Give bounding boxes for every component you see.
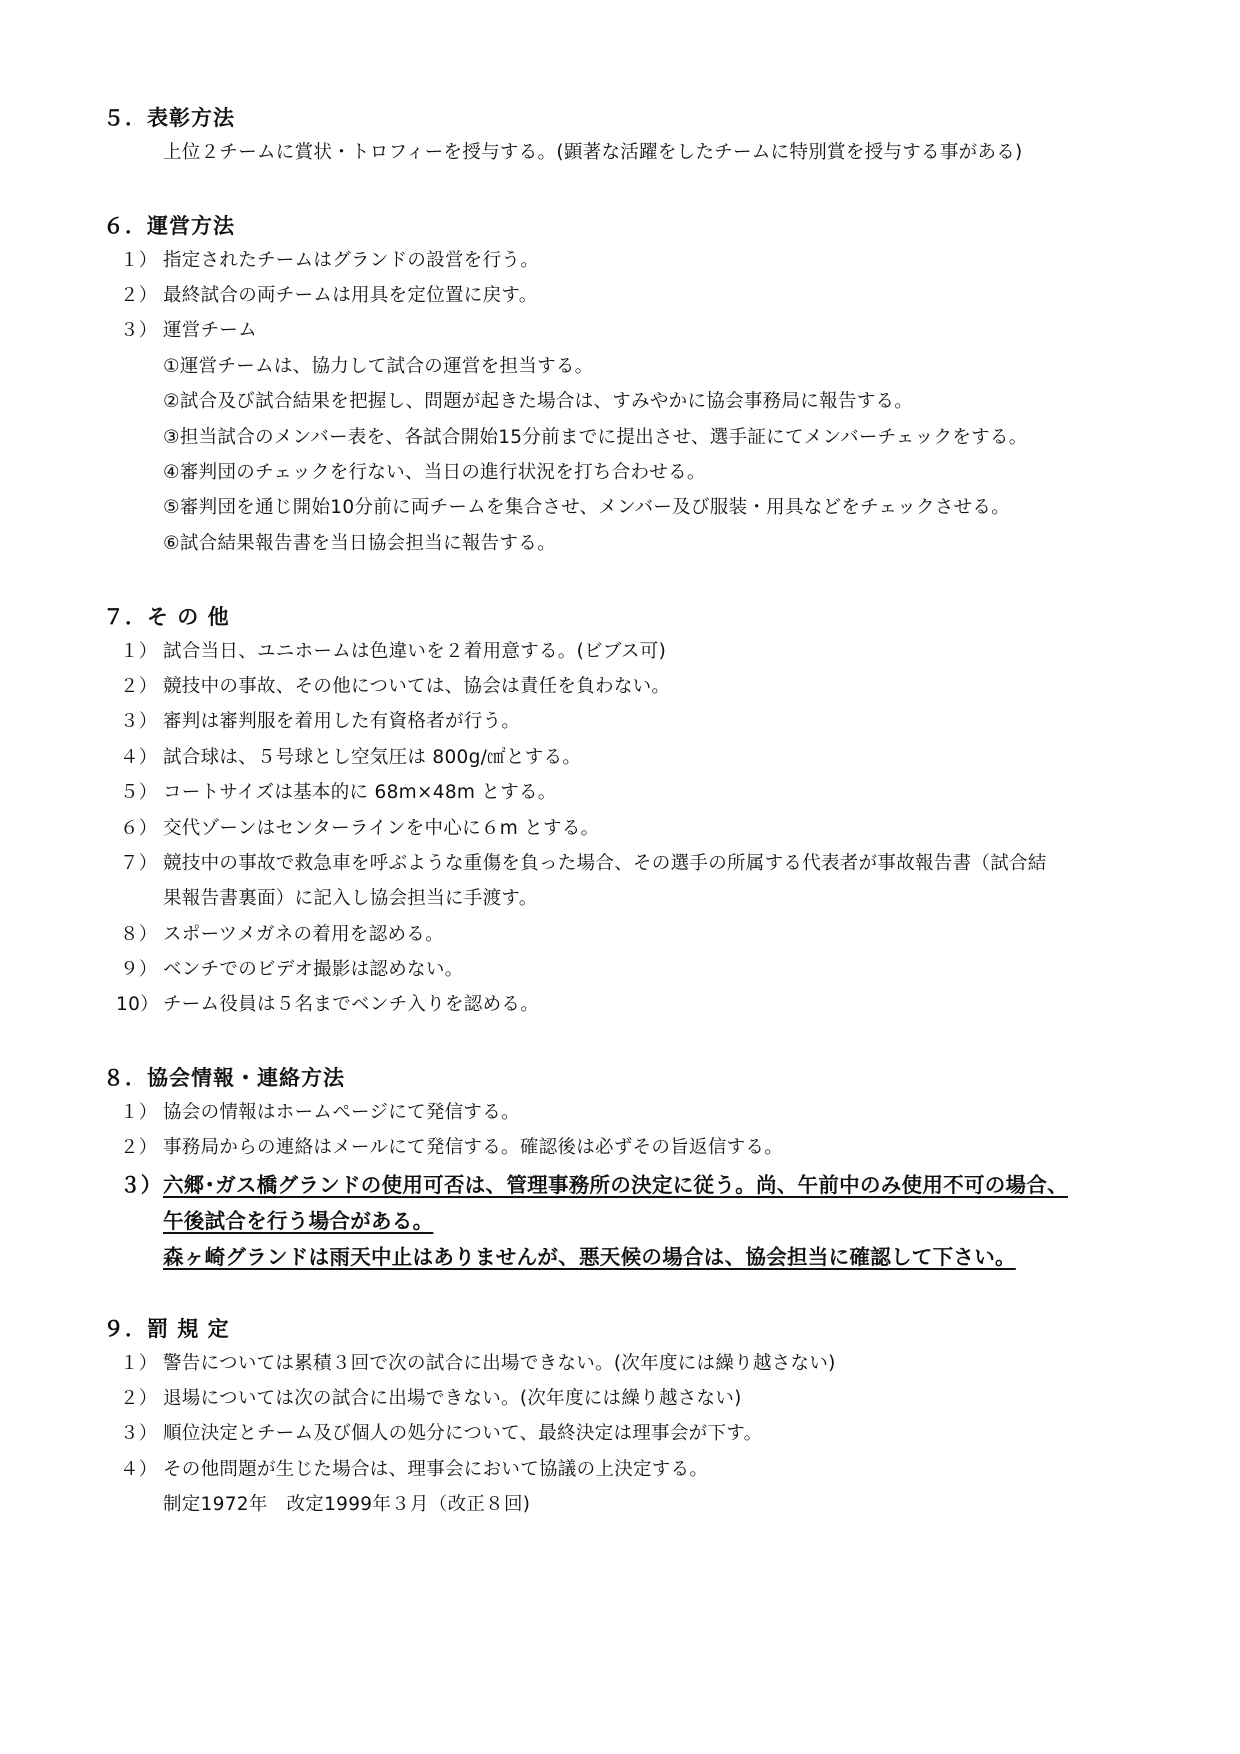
- item-text-continuation: 果報告書裏面）に記入し協会担当に手渡す。: [163, 888, 538, 909]
- item-text: 競技中の事故、その他については、協会は責任を負わない。: [163, 676, 671, 697]
- sub-item: ④審判団のチェックを行ない、当日の進行状況を打ち合わせる。: [163, 462, 706, 483]
- item-text: 指定されたチームはグランドの設営を行う。: [163, 250, 540, 271]
- item-text: 退場については次の試合に出場できない。(次年度には繰り越さない): [163, 1388, 742, 1409]
- item-number: ６）: [120, 818, 158, 839]
- item-text: 最終試合の両チームは用具を定位置に戻す。: [163, 285, 538, 306]
- item-text: ベンチでのビデオ撮影は認めない。: [163, 959, 464, 980]
- item-text: チーム役員は５名までベンチ入りを認める。: [163, 994, 540, 1015]
- sub-item: ③担当試合のメンバー表を、各試合開始15分前までに提出させ、選手証にてメンバーチェックをする。: [163, 427, 1028, 448]
- item-text-emphasized: 六郷･ガス橋グランドの使用可否は、管理事務所の決定に従う。尚、午前中のみ使用不可の場合、: [163, 1173, 1068, 1197]
- item-number: ２）: [120, 676, 158, 697]
- item-text: 試合当日、ユニホームは色違いを２着用意する。(ビブス可): [163, 641, 667, 662]
- item-text: 試合球は、５号球とし空気圧は 800g/㎠とする。: [163, 747, 582, 768]
- item-number: ４）: [120, 747, 158, 768]
- sub-item: ⑥試合結果報告書を当日協会担当に報告する。: [163, 533, 556, 554]
- item-text: 事務局からの連絡はメールにて発信する。確認後は必ずその旨返信する。: [163, 1137, 784, 1158]
- item-number: １）: [120, 1102, 158, 1123]
- item-text: スポーツメガネの着用を認める。: [163, 924, 444, 945]
- sub-item: ①運営チームは、協力して試合の運営を担当する。: [163, 356, 594, 377]
- item-text: 運営チーム: [163, 320, 258, 341]
- item-number: ７）: [120, 853, 158, 874]
- item-text: コートサイズは基本的に 68m×48m とする。: [163, 782, 557, 803]
- item-text-emphasized: 森ヶ崎グランドは雨天中止はありませんが、悪天候の場合は、協会担当に確認して下さい。: [163, 1245, 1016, 1269]
- section-9-heading: ９．罰 規 定: [103, 1317, 230, 1341]
- item-number: ３）: [120, 711, 158, 732]
- item-number: １）: [120, 250, 158, 271]
- item-number: ４）: [120, 1459, 158, 1480]
- item-number: １）: [120, 1353, 158, 1374]
- item-number: ９）: [120, 959, 158, 980]
- item-text: 競技中の事故で救急車を呼ぶような重傷を負った場合、その選手の所属する代表者が事故報告書（試合結: [163, 853, 1047, 874]
- item-text: 警告については累積３回で次の試合に出場できない。(次年度には繰り越さない): [163, 1353, 836, 1374]
- sub-item: ⑤審判団を通じ開始10分前に両チームを集合させ、メンバー及び服装・用具などをチェックさせる。: [163, 497, 1011, 518]
- item-text: 審判は審判服を着用した有資格者が行う。: [163, 711, 521, 732]
- item-text: 順位決定とチーム及び個人の処分について、最終決定は理事会が下す。: [163, 1423, 763, 1444]
- section-5-body: 上位２チームに賞状・トロフィーを授与する。(顕著な活躍をしたチームに特別賞を授与する事がある): [163, 142, 1023, 163]
- item-text: その他問題が生じた場合は、理事会において協議の上決定する。: [163, 1459, 709, 1480]
- item-number: ３）: [120, 1423, 158, 1444]
- item-number: ２）: [120, 1388, 158, 1409]
- item-number: ５）: [120, 782, 158, 803]
- item-number: ２）: [120, 1137, 158, 1158]
- item-number: ３）: [120, 1173, 162, 1197]
- item-number: ８）: [120, 924, 158, 945]
- item-text: 協会の情報はホームページにて発信する。: [163, 1102, 520, 1123]
- item-number: ３）: [120, 320, 158, 341]
- section-5-heading: ５．表彰方法: [103, 106, 235, 130]
- item-number: ２）: [120, 285, 158, 306]
- item-number: 10）: [116, 994, 159, 1015]
- section-7-heading: ７．そ の 他: [103, 605, 230, 629]
- item-text: 交代ゾーンはセンターラインを中心に６m とする。: [163, 818, 600, 839]
- item-number: １）: [120, 641, 158, 662]
- item-text-emphasized: 午後試合を行う場合がある。: [163, 1209, 434, 1233]
- section-6-heading: ６．運営方法: [103, 214, 235, 238]
- section-8-heading: ８．協会情報・連絡方法: [103, 1066, 345, 1090]
- revision-note: 制定1972年 改定1999年３月（改正８回): [163, 1494, 531, 1515]
- sub-item: ②試合及び試合結果を把握し、問題が起きた場合は、すみやかに協会事務局に報告する。: [163, 391, 914, 412]
